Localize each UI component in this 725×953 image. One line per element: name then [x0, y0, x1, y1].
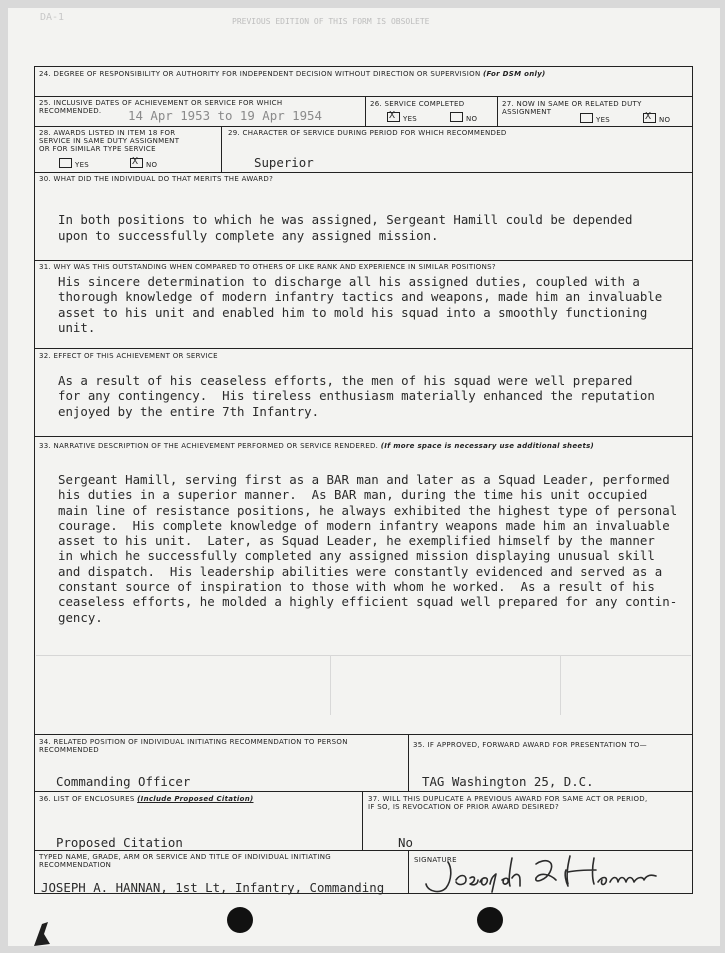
- text-line: and dispatch. His leadership abilities were constantly evidenced and served as a: [58, 563, 663, 579]
- item27-yes-checkbox[interactable]: YES: [580, 113, 610, 124]
- item25-label: 25. INCLUSIVE DATES OF ACHIEVEMENT OR SERVICE FOR WHICH RECOMMENDED.: [39, 99, 283, 115]
- rule: [221, 126, 222, 172]
- item32-label: 32. EFFECT OF THIS ACHIEVEMENT OR SERVICE: [39, 352, 218, 360]
- item26-label: 26. SERVICE COMPLETED: [370, 100, 465, 108]
- torn-corner-mark: [30, 918, 54, 948]
- text-line: main line of resistance positions, he always exhibited the highest type of personal: [58, 502, 678, 518]
- rule: [34, 126, 693, 127]
- text-line: ceaseless efforts, he molded a highly efficient squad well prepared for any contin-: [58, 594, 678, 610]
- item34-label: 34. RELATED POSITION OF INDIVIDUAL INITIATING RECOMMENDATION TO PERSON RECOMMENDED: [39, 738, 348, 754]
- text-line: thorough knowledge of modern infantry tactics and weapons, made him an invaluable: [58, 289, 663, 305]
- item31-label: 31. WHY WAS THIS OUTSTANDING WHEN COMPARED TO OTHERS OF LIKE RANK AND EXPERIENCE IN SIMILAR POSITIONS?: [39, 263, 496, 271]
- rule: [34, 791, 693, 792]
- typed-name-label: TYPED NAME, GRADE, ARM OR SERVICE AND TITLE OF INDIVIDUAL INITIATING RECOMMENDATION: [39, 853, 332, 869]
- item29-label: 29. CHARACTER OF SERVICE DURING PERIOD FOR WHICH RECOMMENDED: [228, 129, 507, 137]
- punch-hole: [227, 907, 253, 933]
- text-line: courage. His complete knowledge of modern infantry weapons made him an invaluable: [58, 517, 670, 533]
- item24-label: 24. DEGREE OF RESPONSIBILITY OR AUTHORITY FOR INDEPENDENT DECISION WITHOUT DIRECTION OR SUPERVISION (For DSM only): [39, 70, 546, 78]
- text-line: Sergeant Hamill, serving first as a BAR man and later as a Squad Leader, performed: [58, 472, 670, 487]
- text-line: asset to his unit and enabled him to mold his squad into a smoothly functioning: [58, 304, 648, 320]
- rule: [34, 734, 693, 735]
- rule: [408, 850, 409, 894]
- item30-text: [58, 197, 632, 243]
- item37-label: 37. WILL THIS DUPLICATE A PREVIOUS AWARD FOR SAME ACT OR PERIOD, IF SO, IS REVOCATION OF PRIOR AWARD DESIRED?: [368, 795, 648, 811]
- text-line: for any contingency. His tireless enthusiasm materially enhanced the reputation: [58, 388, 655, 404]
- item36-value: Proposed Citation: [56, 835, 183, 850]
- item33-label: 33. NARRATIVE DESCRIPTION OF THE ACHIEVEMENT PERFORMED OR SERVICE RENDERED. (If more space is necessary use additional sheets): [39, 442, 595, 450]
- show-through-text: [60, 238, 65, 248]
- item27-no-checkbox[interactable]: X NO: [643, 113, 670, 124]
- item37-value: No: [398, 835, 413, 850]
- obsolete-note: PREVIOUS EDITION OF THIS FORM IS OBSOLETE: [232, 17, 430, 26]
- text-line: In both positions to which he was assigned, Sergeant Hamill could be depended: [58, 212, 633, 228]
- text-line: His sincere determination to discharge all his assigned duties, coupled with a: [58, 274, 640, 289]
- rule: [34, 348, 693, 349]
- item28-yes-checkbox[interactable]: YES: [59, 158, 89, 169]
- item33-text: [58, 472, 677, 625]
- rule: [34, 172, 693, 173]
- rule: [34, 96, 693, 97]
- text-line: upon to successfully complete any assigned mission.: [58, 227, 439, 243]
- signature-image: [418, 850, 668, 896]
- show-through-rule: [560, 655, 561, 715]
- item26-no-checkbox[interactable]: NO: [450, 112, 477, 123]
- item36-label: 36. LIST OF ENCLOSURES (Include Proposed Citation): [39, 795, 254, 803]
- text-line: enjoyed by the entire 7th Infantry.: [58, 403, 320, 419]
- rule: [408, 734, 409, 791]
- text-line: gency.: [58, 609, 103, 625]
- show-through-rule: [36, 655, 691, 716]
- rule: [362, 791, 363, 850]
- rule: [34, 436, 693, 437]
- signature-label: SIGNATURE: [414, 856, 457, 864]
- punch-hole: [477, 907, 503, 933]
- item24-note: (For DSM only): [483, 70, 546, 78]
- item26-yes-checkbox[interactable]: XYES: [387, 112, 417, 123]
- item28-label: 28. AWARDS LISTED IN ITEM 18 FOR SERVICE IN SAME DUTY ASSIGNMENT OR FOR SIMILAR TYPE SERVICE: [39, 129, 180, 153]
- item30-label: 30. WHAT DID THE INDIVIDUAL DO THAT MERITS THE AWARD?: [39, 175, 274, 183]
- item27-label: 27. NOW IN SAME OR RELATED DUTY ASSIGNMENT: [502, 100, 642, 116]
- item36-note: (Include Proposed Citation): [137, 795, 254, 803]
- item33-note: (If more space is necessary use additional sheets): [380, 442, 595, 450]
- text-line: As a result of his ceaseless efforts, the men of his squad were well prepared: [58, 373, 633, 388]
- form-id: DA-1: [40, 12, 65, 23]
- text-line: his duties in a superior manner. As BAR man, during the time his unit occupied: [58, 487, 648, 503]
- item32-text: [58, 373, 655, 419]
- text-line: in which he successfully completed any assigned mission displaying unusual skill: [58, 548, 655, 564]
- text-line: constant source of inspiration to those with whom he worked. As a result of his: [58, 579, 655, 595]
- item31-text: [58, 274, 662, 335]
- item25-dates: 14 Apr 1953 to 19 Apr 1954: [128, 108, 322, 123]
- rule: [497, 96, 498, 126]
- item35-label: 35. IF APPROVED, FORWARD AWARD FOR PRESENTATION TO—: [413, 741, 647, 749]
- typed-name-value: JOSEPH A. HANNAN, 1st Lt, Infantry, Commanding: [41, 880, 385, 895]
- item34-value: Commanding Officer: [56, 774, 191, 789]
- item28-no-checkbox[interactable]: X NO: [130, 158, 157, 169]
- item35-value: TAG Washington 25, D.C.: [422, 774, 594, 789]
- rule: [34, 260, 693, 261]
- show-through-rule: [330, 655, 331, 715]
- text-line: unit.: [58, 319, 96, 335]
- item29-value: Superior: [254, 155, 314, 170]
- text-line: asset to his unit. Later, as Squad Leader, he exemplified himself by the manner: [58, 533, 655, 549]
- rule: [365, 96, 366, 126]
